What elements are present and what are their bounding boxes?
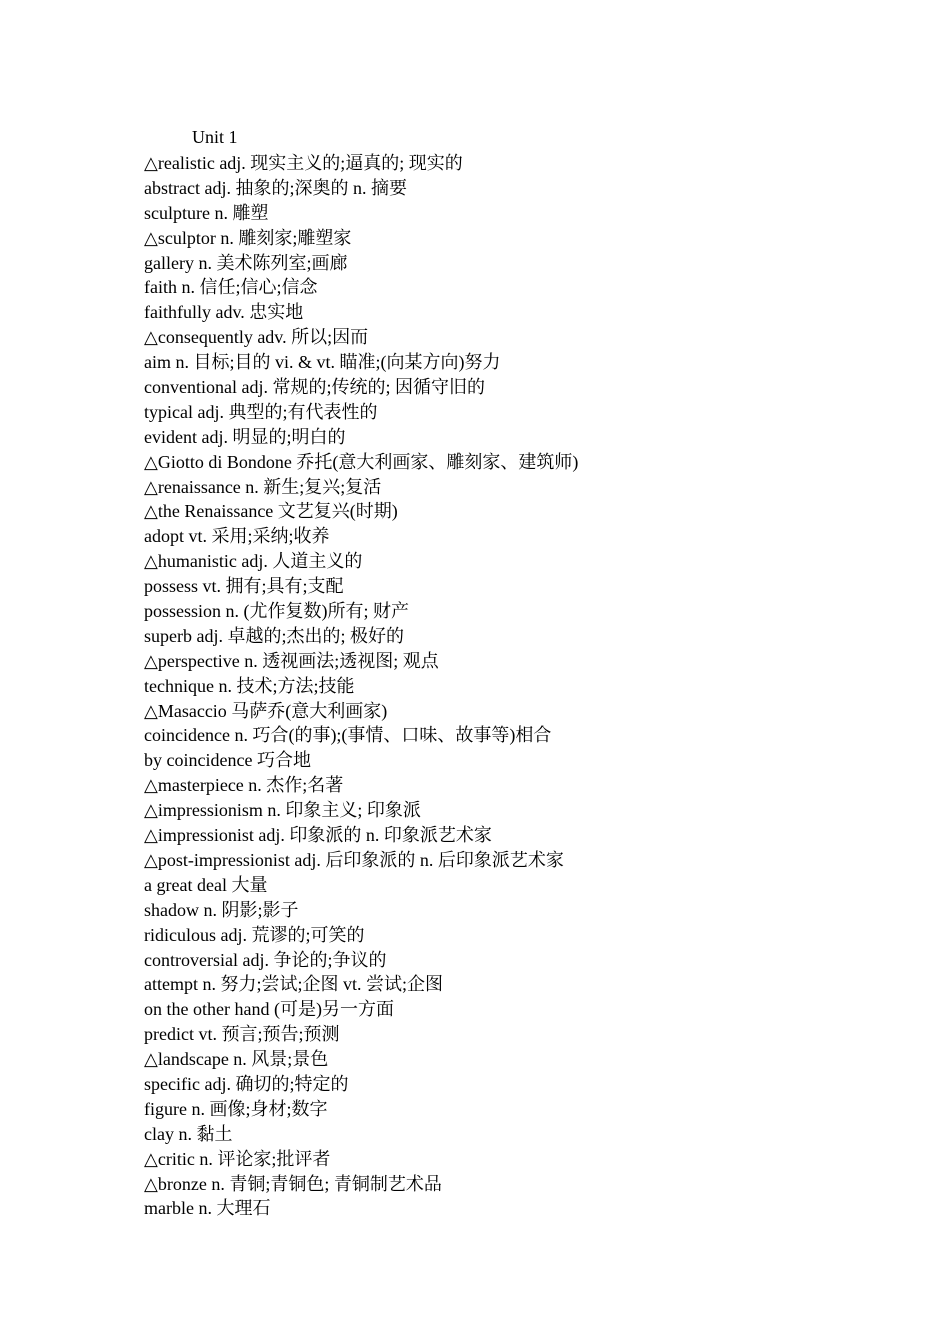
vocab-entry: on the other hand (可是)另一方面 bbox=[144, 999, 394, 1020]
vocab-entry: △Giotto di Bondone 乔托(意大利画家、雕刻家、建筑师) bbox=[144, 451, 579, 472]
vocab-entry: shadow n. 阴影;影子 bbox=[144, 899, 299, 920]
vocab-entry: typical adj. 典型的;有代表性的 bbox=[144, 401, 378, 422]
vocab-entry: △Masaccio 马萨乔(意大利画家) bbox=[144, 700, 388, 721]
vocab-entry: a great deal 大量 bbox=[144, 874, 268, 895]
vocab-entry: technique n. 技术;方法;技能 bbox=[144, 675, 355, 696]
vocab-entry: △post-impressionist adj. 后印象派的 n. 后印象派艺术家 bbox=[144, 849, 564, 870]
vocab-entry: △landscape n. 风景;景色 bbox=[144, 1049, 329, 1070]
vocab-entry: possession n. (尤作复数)所有; 财产 bbox=[144, 601, 409, 622]
vocab-entry: △impressionism n. 印象主义; 印象派 bbox=[144, 800, 421, 821]
vocab-entry: △humanistic adj. 人道主义的 bbox=[144, 551, 363, 572]
vocab-entry: △critic n. 评论家;批评者 bbox=[144, 1148, 331, 1169]
vocab-entry: △masterpiece n. 杰作;名著 bbox=[144, 775, 344, 796]
vocab-entry: adopt vt. 采用;采纳;收养 bbox=[144, 526, 330, 547]
vocab-entry: △perspective n. 透视画法;透视图; 观点 bbox=[144, 650, 439, 671]
vocab-entry: sculpture n. 雕塑 bbox=[144, 202, 269, 223]
vocab-entry: abstract adj. 抽象的;深奥的 n. 摘要 bbox=[144, 177, 407, 198]
vocab-entry: controversial adj. 争论的;争议的 bbox=[144, 949, 387, 970]
vocab-entry: △impressionist adj. 印象派的 n. 印象派艺术家 bbox=[144, 825, 492, 846]
vocab-entry: coincidence n. 巧合(的事);(事情、口味、故事等)相合 bbox=[144, 725, 552, 746]
vocab-entry: △sculptor n. 雕刻家;雕塑家 bbox=[144, 227, 352, 248]
vocab-entry: △consequently adv. 所以;因而 bbox=[144, 327, 369, 348]
vocab-entry: aim n. 目标;目的 vi. & vt. 瞄准;(向某方向)努力 bbox=[144, 352, 501, 373]
vocab-entry: marble n. 大理石 bbox=[144, 1198, 271, 1219]
vocab-entry: △the Renaissance 文艺复兴(时期) bbox=[144, 501, 398, 522]
vocab-entry: faithfully adv. 忠实地 bbox=[144, 302, 304, 323]
vocab-entry: gallery n. 美术陈列室;画廊 bbox=[144, 252, 348, 273]
unit-title: Unit 1 bbox=[192, 127, 238, 147]
vocab-entry: △realistic adj. 现实主义的;逼真的; 现实的 bbox=[144, 153, 463, 173]
vocab-entry: superb adj. 卓越的;杰出的; 极好的 bbox=[144, 625, 404, 646]
vocab-entry: predict vt. 预言;预告;预测 bbox=[144, 1024, 340, 1045]
vocab-entry: △renaissance n. 新生;复兴;复活 bbox=[144, 476, 382, 497]
vocab-entry: ridiculous adj. 荒谬的;可笑的 bbox=[144, 924, 365, 945]
vocab-entry: evident adj. 明显的;明白的 bbox=[144, 426, 346, 447]
vocab-entry: △bronze n. 青铜;青铜色; 青铜制艺术品 bbox=[144, 1173, 442, 1194]
vocab-entry: specific adj. 确切的;特定的 bbox=[144, 1073, 349, 1094]
vocab-entry: by coincidence 巧合地 bbox=[144, 750, 311, 771]
vocab-entry: possess vt. 拥有;具有;支配 bbox=[144, 576, 344, 597]
vocab-entry: conventional adj. 常规的;传统的; 因循守旧的 bbox=[144, 377, 485, 398]
vocab-entry: figure n. 画像;身材;数字 bbox=[144, 1098, 328, 1119]
vocab-entry: attempt n. 努力;尝试;企图 vt. 尝试;企图 bbox=[144, 974, 443, 995]
vocab-entry: faith n. 信任;信心;信念 bbox=[144, 277, 318, 298]
vocabulary-list bbox=[144, 151, 578, 1221]
vocab-entry: clay n. 黏土 bbox=[144, 1123, 233, 1144]
